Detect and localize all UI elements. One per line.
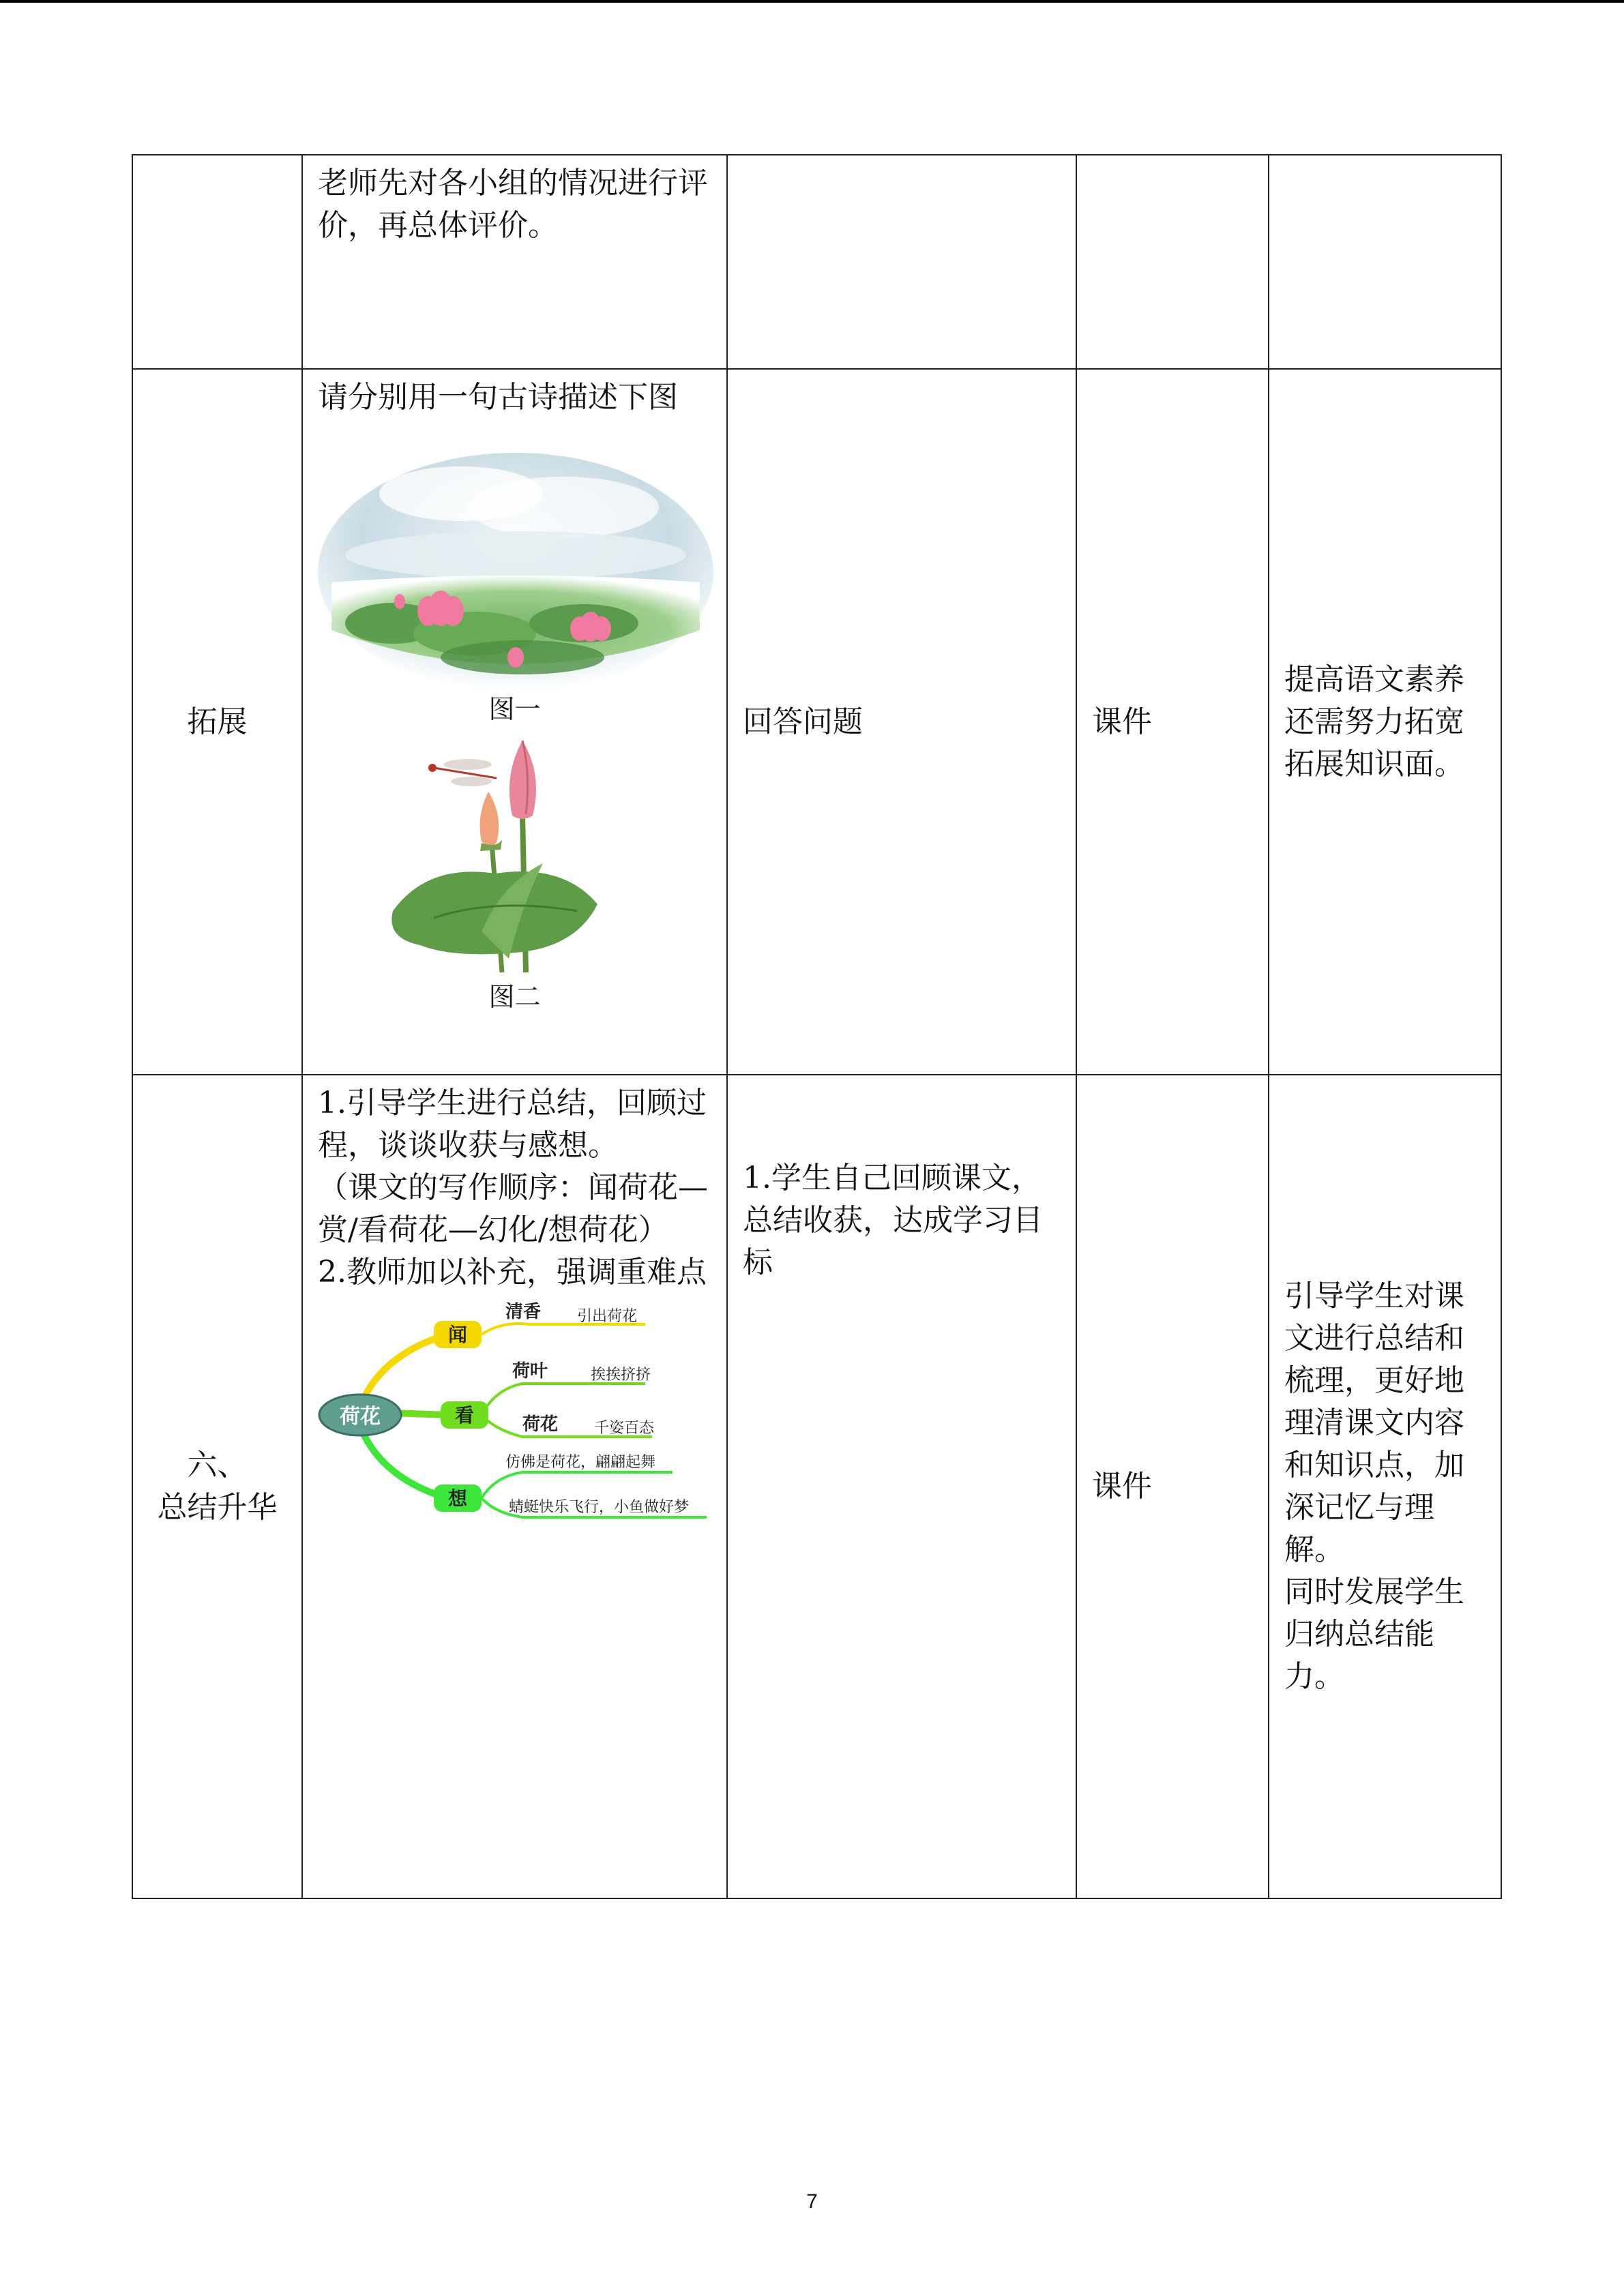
student-cell	[727, 1075, 1076, 1898]
lesson-plan-table	[132, 154, 1502, 1899]
student-cell	[727, 155, 1076, 369]
mindmap-kan-note2: 千姿百态	[594, 1420, 655, 1437]
lotus-pond-image	[318, 453, 713, 691]
table-row	[132, 155, 1501, 369]
intent-cell: 提高语文素养还需努力拓宽拓展知识面。	[1269, 369, 1501, 1075]
figure-1-caption: 图一	[488, 694, 541, 724]
lotus-bud-dragonfly-image	[318, 727, 713, 979]
intent-cell	[1269, 1075, 1501, 1898]
mindmap-wen-note: 引出荷花	[577, 1308, 638, 1325]
stage-cell	[132, 1075, 302, 1898]
mindmap-xiang-note1: 仿佛是荷花，翩翩起舞	[505, 1454, 656, 1471]
mindmap-wen-key: 清香	[505, 1302, 542, 1322]
media-cell: 课件	[1076, 369, 1269, 1075]
activity-cell	[302, 1075, 727, 1898]
student-text: 1.学生自己回顾课文，总结收获，达成学习目标	[743, 1161, 1043, 1280]
figure-2-caption: 图二	[488, 982, 541, 1012]
mindmap-branch-xiang: 想	[447, 1487, 468, 1510]
activity-line: 1.引导学生进行总结，回顾过程，谈谈收获与感想。	[318, 1086, 707, 1163]
activity-line: 2.教师加以补充，强调重难点	[318, 1255, 707, 1289]
mindmap-branch-wen: 闻	[447, 1324, 468, 1346]
mindmap-xiang-note2: 蜻蜓快乐飞行，小鱼做好梦	[509, 1499, 690, 1516]
activity-text: 请分别用一句古诗描述下图	[318, 380, 678, 415]
stage-cell: 拓展	[132, 369, 302, 1075]
stage-title: 总结升华	[157, 1490, 278, 1525]
page-number: 7	[806, 2190, 818, 2213]
student-cell: 回答问题	[727, 369, 1076, 1075]
media-cell: 课件	[1076, 1075, 1269, 1898]
activity-line: （课文的写作顺序：闻荷花—赏/看荷花—幻化/想荷花）	[318, 1170, 708, 1247]
media-cell	[1076, 155, 1269, 369]
table-row	[132, 369, 1501, 1075]
mindmap-kan-key1: 荷叶	[512, 1361, 548, 1382]
stage-number: 六、	[187, 1448, 248, 1482]
mind-map	[318, 1294, 713, 1539]
intent-text: 引导学生对课文进行总结和梳理，更好地理清课文内容和知识点，加深记忆与理解。	[1284, 1279, 1464, 1567]
table-row	[132, 1075, 1501, 1898]
mindmap-branch-kan: 看	[454, 1404, 475, 1427]
top-border-line	[0, 0, 1624, 3]
activity-cell	[302, 369, 727, 1075]
mindmap-kan-note1: 挨挨挤挤	[591, 1367, 651, 1384]
activity-cell: 老师先对各小组的情况进行评价，再总体评价。	[302, 155, 727, 369]
mindmap-center: 荷花	[340, 1405, 381, 1429]
mindmap-kan-key2: 荷花	[522, 1414, 559, 1435]
stage-cell	[132, 155, 302, 369]
intent-text: 同时发展学生归纳总结能力。	[1284, 1575, 1464, 1694]
intent-cell	[1269, 155, 1501, 369]
